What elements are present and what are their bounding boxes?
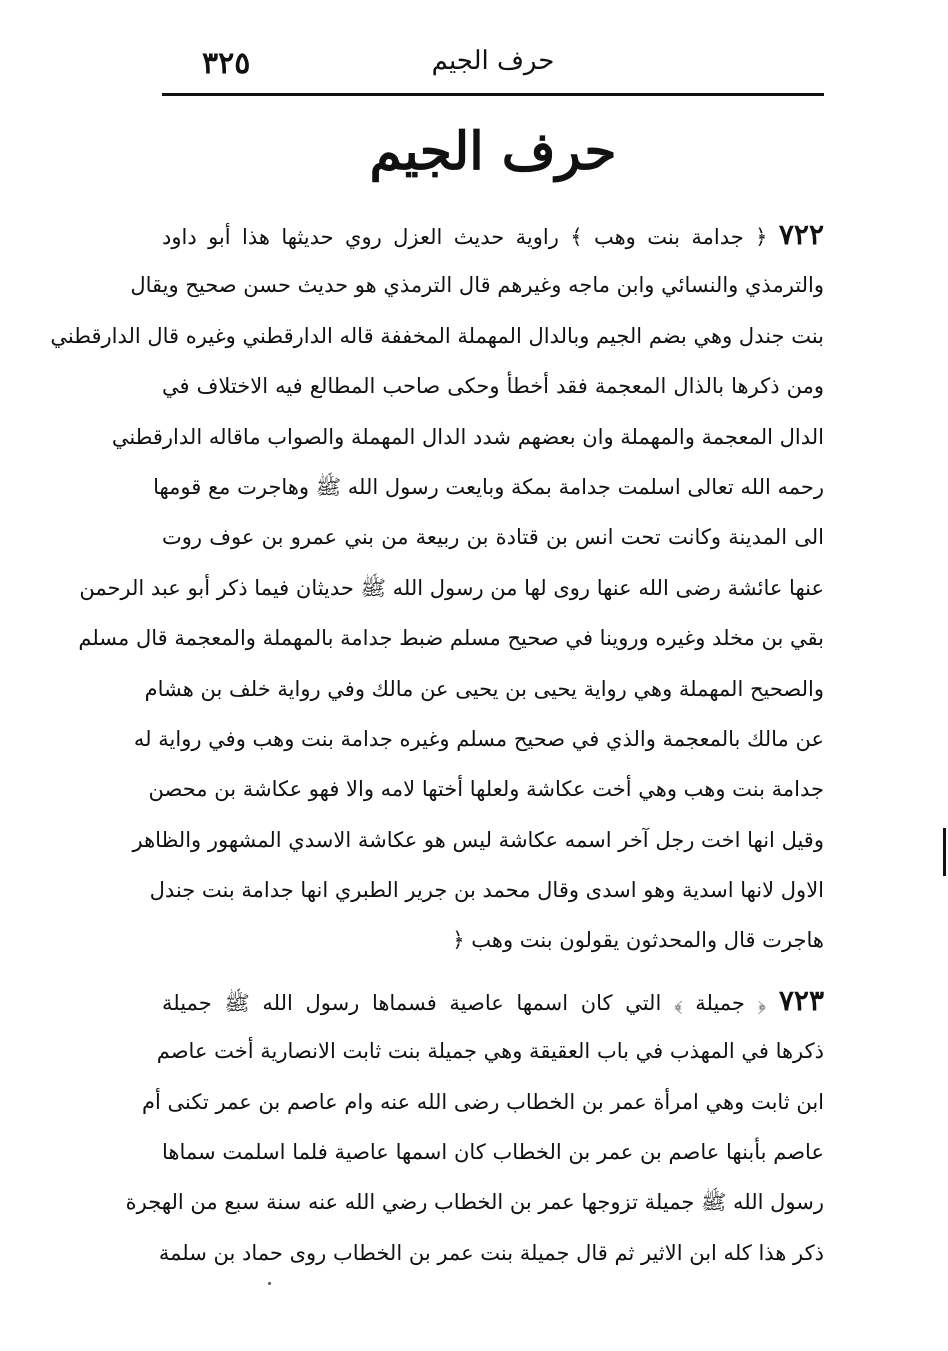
entry-723-line-1 bbox=[162, 976, 824, 1026]
margin-mark bbox=[943, 828, 946, 876]
page-number: ٣٢٥ bbox=[202, 46, 251, 81]
entry-723-line-2: ذكرها في المهذب في باب العقيقة وهي جميلة بنت ثابت الانصارية أخت عاصم bbox=[156, 1039, 824, 1064]
entry-722-heading-text: ﴿ جدامة بنت وهب ﴾ راوية حديث العزل روي حديثها هذا أبو داود bbox=[162, 225, 768, 249]
running-title: حرف الجيم bbox=[431, 46, 555, 76]
entry-723-line-4: عاصم بأبنها عاصم بن عمر بن الخطاب كان اسمها عاصية فلما اسلمت سماها bbox=[162, 1140, 824, 1165]
entry-722-line-13: وقيل انها اخت رجل آخر اسمه عكاشة ليس هو عكاشة الاسدي المشهور والظاهر bbox=[132, 827, 824, 852]
entry-722-line-10: والصحيح المهملة وهي رواية يحيى بن يحيى عن مالك وفي رواية خلف بن هشام bbox=[144, 676, 824, 701]
chapter-title: حرف الجيم bbox=[369, 121, 617, 182]
entry-722-line-5: الدال المعجمة والمهملة وان بعضهم شدد الدال المهملة والصواب ماقاله الدارقطني bbox=[111, 424, 824, 449]
entry-723-line-3: ابن ثابت وهي امرأة عمر بن الخطاب رضى الله عنه وام عاصم بن عمر تكنى أم bbox=[142, 1089, 824, 1114]
entry-gap bbox=[162, 966, 824, 976]
entry-number: ٧٢٢ bbox=[778, 218, 824, 251]
entry-723-line-6: ذكر هذا كله ابن الاثير ثم قال جميلة بنت عمر بن الخطاب روى حماد بن سلمة bbox=[158, 1240, 824, 1265]
entry-722-line-4: ومن ذكرها بالذال المعجمة فقد أخطأ وحكى صاحب المطالع فيه الاختلاف في bbox=[162, 374, 824, 399]
entry-722-line-1 bbox=[162, 210, 824, 260]
entry-number: ٧٢٣ bbox=[778, 983, 824, 1017]
header-rule bbox=[162, 93, 824, 96]
entry-722-line-12: جدامة بنت وهب وهي أخت عكاشة ولعلها أختها لامه والا فهو عكاشة بن محصن bbox=[148, 777, 824, 802]
entry-722-line-2: والترمذي والنسائي وابن ماجه وغيرهم قال الترمذي هو حديث حسن صحيح ويقال bbox=[130, 273, 824, 298]
entry-722-line-8: عنها عائشة رضى الله عنها روى لها من رسول الله ﷺ حديثان فيما ذكر أبو عبد الرحمن bbox=[79, 575, 824, 600]
entry-722-line-6: رحمه الله تعالى اسلمت جدامة بمكة وبايعت رسول الله ﷺ وهاجرت مع قومها bbox=[153, 474, 824, 499]
entry-722-line-9: بقي بن مخلد وغيره وروينا في صحيح مسلم ضبط جدامة بالمهملة والمعجمة قال مسلم bbox=[78, 626, 824, 651]
entry-722-line-14: الاول لانها اسدية وهو اسدى وقال محمد بن جرير الطبري انها جدامة بنت جندل bbox=[149, 878, 824, 903]
body-text bbox=[50, 210, 824, 1278]
entry-722-line-3: بنت جندل وهي بضم الجيم وبالدال المهملة المخففة قاله الدارقطني وغيره قال الدارقطني bbox=[50, 323, 824, 348]
scan-speck bbox=[268, 1282, 271, 1285]
entry-723-line-5: رسول الله ﷺ جميلة تزوجها عمر بن الخطاب رضي الله عنه سنة سبع من الهجرة bbox=[125, 1190, 824, 1215]
entry-722-line-7: الى المدينة وكانت تحت انس بن قتادة بن ربيعة من بني عمرو بن عوف روت bbox=[162, 525, 824, 550]
entry-722-line-11: عن مالك بالمعجمة والذي في صحيح مسلم وغيره جدامة بنت وهب وفي رواية له bbox=[133, 726, 824, 751]
entry-722-line-15: هاجرت قال والمحدثون يقولون بنت وهب ﴿ bbox=[452, 928, 824, 953]
running-header bbox=[162, 40, 824, 90]
entry-723-heading-text: ﴿ جميلة ﴾ التي كان اسمها عاصية فسماها رسول الله ﷺ جميلة bbox=[162, 990, 767, 1015]
